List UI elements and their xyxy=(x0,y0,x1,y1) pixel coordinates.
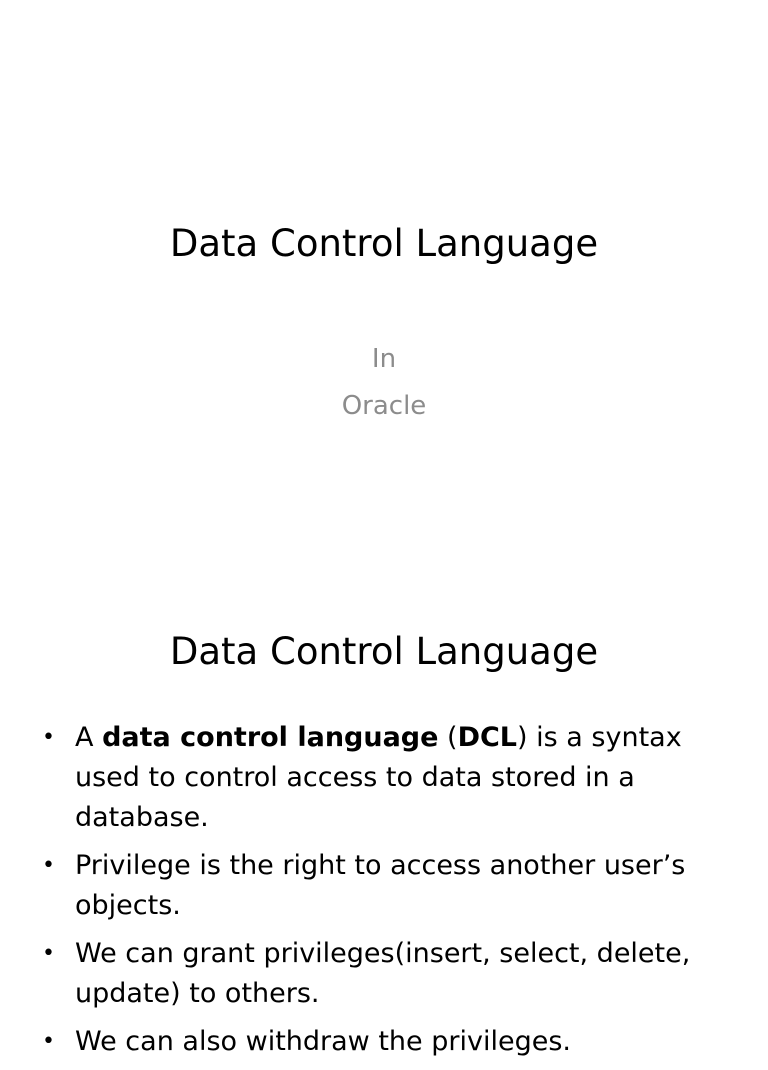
content-slide xyxy=(0,580,768,1057)
slide-title: Data Control Language xyxy=(169,630,599,673)
slide-title: Data Control Language xyxy=(169,222,599,265)
bullet-text: We can also withdraw the privileges. xyxy=(75,1026,571,1057)
slide-subtitle xyxy=(0,336,768,430)
bullet-item xyxy=(40,1022,730,1062)
bullet-item xyxy=(40,718,730,838)
subtitle-line: Oracle xyxy=(341,391,427,421)
bullet-text: We can grant privileges(insert, select, delete, update) to others. xyxy=(75,938,691,1009)
subtitle-line: In xyxy=(371,344,397,374)
bullet-text-prefix: A xyxy=(75,722,103,753)
bullet-list xyxy=(40,718,730,1070)
bullet-icon: • xyxy=(42,941,55,966)
bullet-item xyxy=(40,846,730,926)
bullet-abbr: DCL xyxy=(457,722,518,753)
bullet-text: Privilege is the right to access another user’s objects. xyxy=(75,850,686,921)
bullet-icon: • xyxy=(42,853,55,878)
bullet-icon: • xyxy=(42,725,55,750)
bullet-icon: • xyxy=(42,1029,55,1054)
bullet-paren-open: ( xyxy=(438,722,458,753)
bullet-term: data control language xyxy=(102,722,439,753)
bullet-item xyxy=(40,934,730,1014)
bullet-text-suffix: ) is a syntax used to control access to data stored in a database. xyxy=(75,722,682,833)
